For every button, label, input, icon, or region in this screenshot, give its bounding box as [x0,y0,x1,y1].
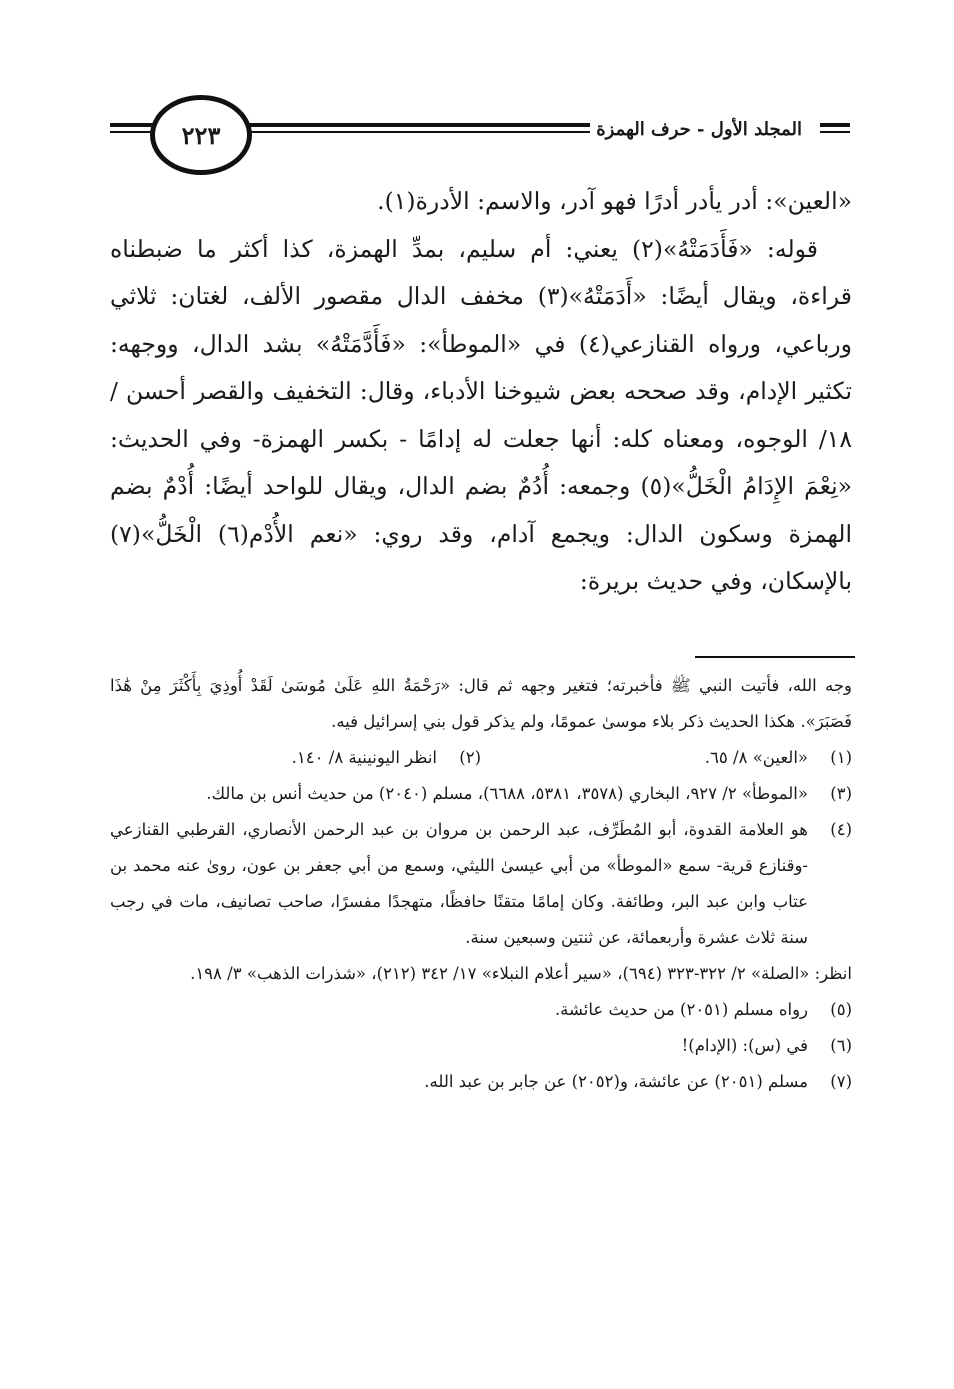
main-paragraph: «العين»: أدر يأدر أدرًا فهو آدر، والاسم: الأدرة(١). [377,187,852,215]
main-paragraph: قوله: «فَأَدَمَتْهُ»(٢) يعني: أم سليم، بمدِّ الهمزة، كذا أكثر ما ضبطناه قراءة، ويقال أيضًا: «أَدَمَتْهُ»(٣) مخفف الدال مقصور الألف، لغتان: ثلاثي ورباعي، ورواه القنازعي(٤) في «الموطأ»: «فَأَدَّمَتْهُ» بشد الدال، ووجهه: تكثير الإدام، وقد صححه بعض شيوخنا الأدباء، وقال: التخفيف والقصر أحسن /١٨/ الوجوه، ومعناه كله: أنها جعلت له إدامًا - بكسر الهمزة- وفي الحديث: «نِعْمَ الإِدَامُ الْخَلُّ»(٥) وجمعه: أُدُمٌ بضم الدال، ويقال للواحد أيضًا: أُدْمٌ بضم الهمزة وسكون الدال: ويجمع آدام، وقد روي: «نعم الأُدْم(٦) الْخَلُّ»(٧) بالإسكان، وفي حديث بريرة: [110,234,853,595]
footnote-number: (٥) [830,1000,852,1019]
footnote-separator [695,656,855,658]
footnote-6 [110,1028,852,1064]
page-number-badge [150,95,252,175]
footnote-number: (٤) [830,820,852,839]
footnote-pair [110,740,852,776]
footnote-2 [110,740,481,776]
footnote-4 [110,812,852,956]
footnote-7 [110,1064,852,1100]
footnote-text: مسلم (٢٠٥١) عن عائشة، و(٢٠٥٢) عن جابر بن عبد الله. [424,1072,808,1091]
page-number: ٢٢٣ [181,120,221,150]
page-header [110,95,850,175]
footnote-text: هو العلامة القدوة، أبو المُطَرِّف، عبد الرحمن بن مروان بن عبد الرحمن الأنصاري، القرطبي القنازعي -وقنازع قرية- سمع «الموطأ» من أبي عيسىٰ الليثي، وسمع من أبي جعفر بن عون، روىٰ عنه محمد بن عتاب وابن عبد البر، وطائفة. وكان إمامًا متقنًا حافظًا، متهجدًا مفسرًا، صاحب تصانيف، مات في رجب سنة ثلاث عشرة وأربعمائة، عن ثنتين وسبعين سنة. [110,820,808,947]
header-rule-right-thin [820,131,850,133]
footnote-number: (٢) [459,748,481,767]
footnote-number: (٦) [830,1036,852,1055]
footnote-5 [110,992,852,1028]
footnote-text: «العين» ٨/ ٦٥. [704,748,808,767]
footnote-text: رواه مسلم (٢٠٥١) من حديث عائشة. [554,1000,808,1019]
footnotes [110,668,852,1100]
footnote-text: في (س): (الإدام)! [681,1036,808,1055]
header-rule-middle-thin [240,131,600,133]
main-text [110,178,852,606]
footnote-continuation: وجه الله، فأتيت النبي ﷺ فأخبرته؛ فتغير وجهه ثم قال: «رَحْمَةُ اللهِ عَلَىٰ مُوسَىٰ لَقَدْ أُوذِيَ بِأَكْثَرَ مِنْ هَٰذَا فَصَبَرَ». هكذا الحديث ذكر بلاء موسىٰ عمومًا، ولم يذكر قول بني إسرائيل فيه. [110,676,852,731]
footnote-number: (٣) [830,784,852,803]
footnote-number: (١) [830,748,852,767]
header-rule-right [820,123,850,127]
running-title: المجلد الأول - حرف الهمزة [590,119,808,140]
footnote-text: «الموطأ» ٢/ ٩٢٧، البخاري (٣٥٧٨، ٥٣٨١، ٦٦٨٨)، مسلم (٢٠٤٠) من حديث أنس بن مالك. [206,784,808,803]
footnote-text: انظر اليونينية ٨/ ١٤٠. [291,748,437,767]
header-rule-middle [240,123,600,127]
footnote-3 [110,776,852,812]
footnote-1 [481,740,852,776]
footnote-4-references: انظر: «الصلة» ٢/ ٣٢٢-٣٢٣ (٦٩٤)، «سير أعلام النبلاء» ١٧/ ٣٤٢ (٢١٢)، «شذرات الذهب» ٣/ ١٩٨. [190,964,852,983]
footnote-number: (٧) [830,1072,852,1091]
